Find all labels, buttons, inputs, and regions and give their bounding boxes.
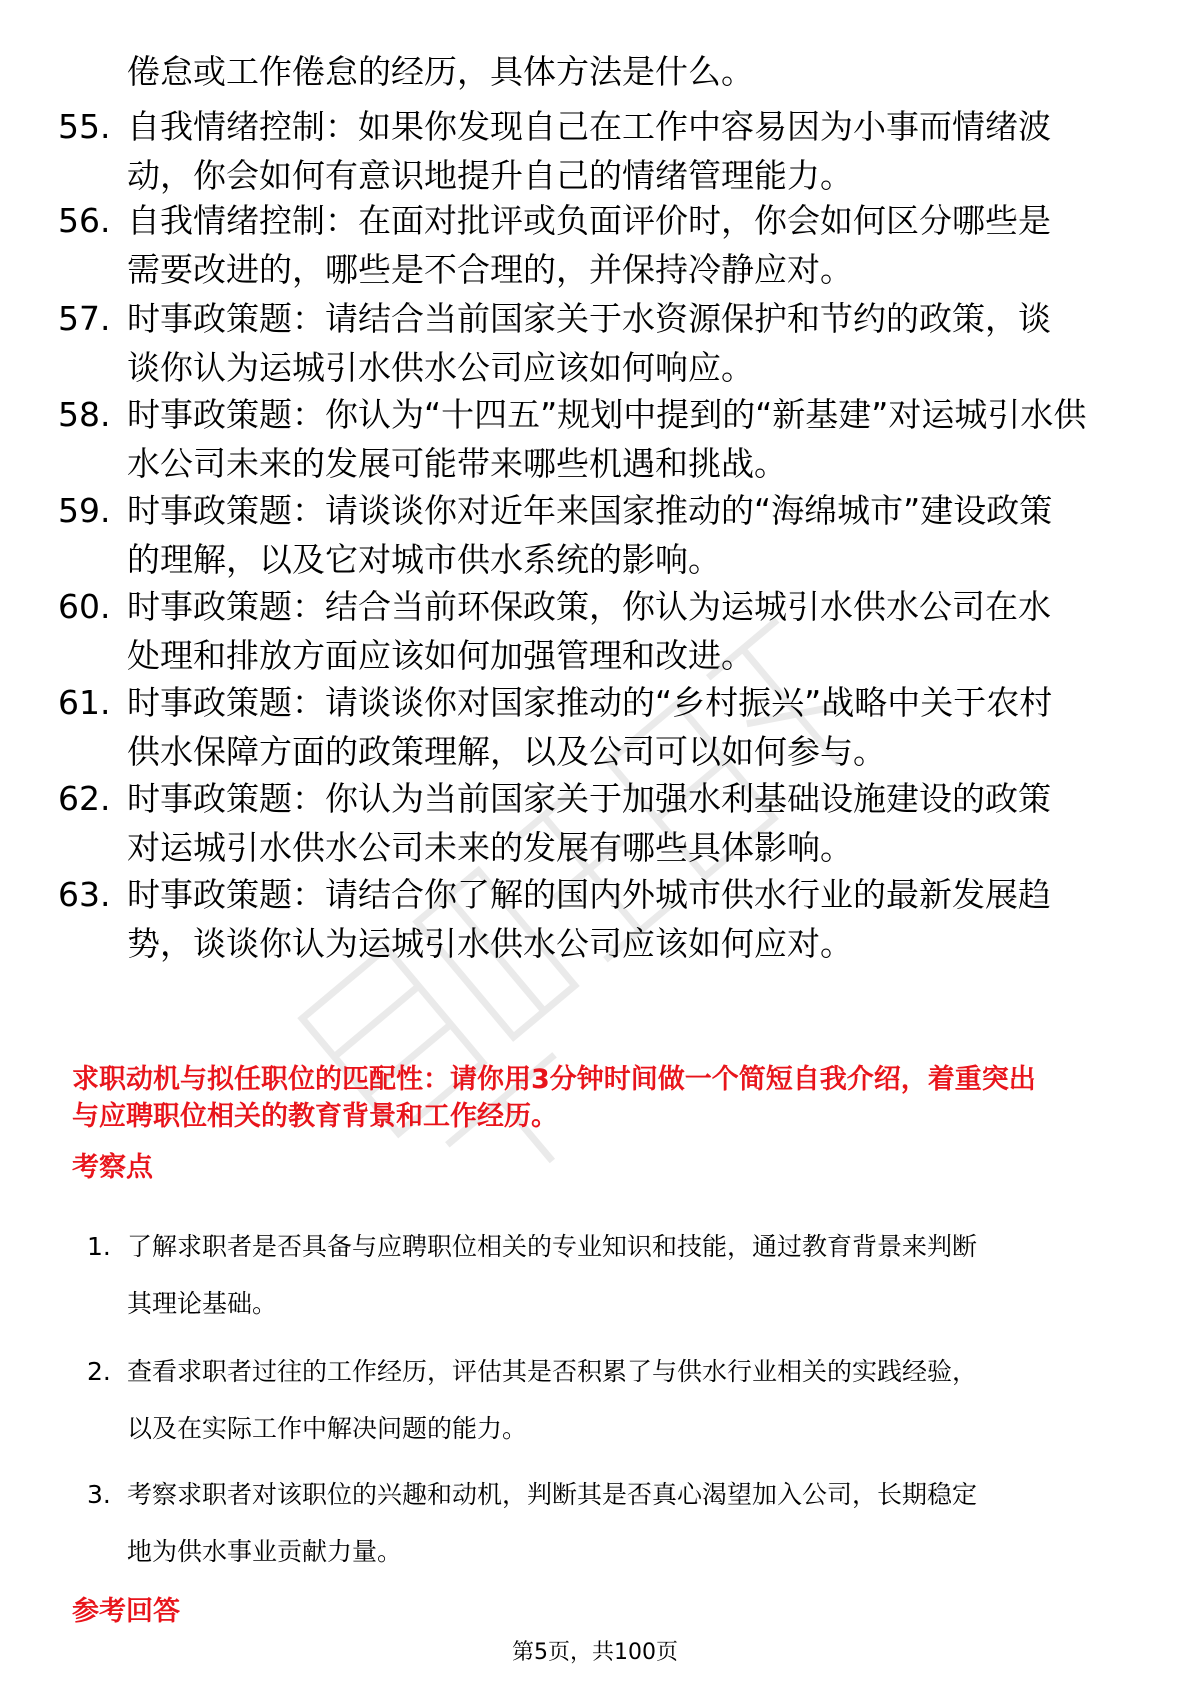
point-line: 考察求职者对该职位的兴趣和动机，判断其是否真心渴望加入公司，长期稳定 [127, 1480, 978, 1509]
highlight-question-line: 求职动机与拟任职位的匹配性：请你用3分钟时间做一个简短自我介绍，着重突出 [72, 1064, 1036, 1095]
point-line: 以及在实际工作中解决问题的能力。 [127, 1414, 528, 1443]
points-heading: 考察点 [72, 1152, 153, 1183]
question-text [127, 870, 1147, 968]
question-line: 时事政策题：请结合当前国家关于水资源保护和节约的政策，谈 [127, 299, 1051, 338]
question-line: 自我情绪控制：如果你发现自己在工作中容易因为小事而情绪波 [127, 107, 1051, 146]
question-number: 57. [58, 299, 111, 338]
question-line: 供水保障方面的政策理解，以及公司可以如何参与。 [127, 732, 886, 771]
question-line: 时事政策题：请谈谈你对近年来国家推动的“海绵城市”建设政策 [127, 491, 1053, 530]
question-line: 时事政策题：结合当前环保政策，你认为运城引水供水公司在水 [127, 587, 1051, 626]
question-line: 时事政策题：请结合你了解的国内外城市供水行业的最新发展趋 [127, 875, 1051, 914]
highlight-question [72, 1061, 1132, 1135]
question-line: 对运城引水供水公司未来的发展有哪些具体影响。 [127, 828, 853, 867]
question-line: 时事政策题：你认为“十四五”规划中提到的“新基建”对运城引水供 [127, 395, 1087, 434]
question-line: 自我情绪控制：在面对批评或负面评价时，你会如何区分哪些是 [127, 201, 1051, 240]
question-line: 时事政策题：请谈谈你对国家推动的“乡村振兴”战略中关于农村 [127, 683, 1053, 722]
question-line: 需要改进的，哪些是不合理的，并保持冷静应对。 [127, 250, 853, 289]
point-text [127, 1466, 1147, 1580]
question-text [127, 294, 1147, 392]
question-number: 62. [58, 779, 111, 818]
question-line: 的理解，以及它对城市供水系统的影响。 [127, 540, 721, 579]
point-number: 2. [87, 1357, 111, 1386]
point-text [127, 1218, 1147, 1332]
question-line: 势，谈谈你认为运城引水供水公司应该如何应对。 [127, 924, 853, 963]
question-line: 谈你认为运城引水供水公司应该如何响应。 [127, 348, 754, 387]
question-number: 63. [58, 875, 111, 914]
point-number: 1. [87, 1232, 111, 1261]
question-number: 56. [58, 201, 111, 240]
question-text [127, 102, 1147, 200]
question-line: 处理和排放方面应该如何加强管理和改进。 [127, 636, 754, 675]
continued-question-text: 倦怠或工作倦怠的经历，具体方法是什么。 [127, 52, 754, 91]
question-text [127, 774, 1147, 872]
highlight-question-line: 与应聘职位相关的教育背景和工作经历。 [72, 1101, 558, 1132]
question-text [127, 390, 1147, 488]
question-line: 时事政策题：你认为当前国家关于加强水利基础设施建设的政策 [127, 779, 1051, 818]
question-number: 60. [58, 587, 111, 626]
page-footer: 第5页，共100页 [512, 1640, 678, 1665]
question-line: 动，你会如何有意识地提升自己的情绪管理能力。 [127, 156, 853, 195]
question-number: 55. [58, 107, 111, 146]
answer-heading: 参考回答 [72, 1596, 180, 1627]
point-number: 3. [87, 1480, 111, 1509]
point-line: 查看求职者过往的工作经历，评估其是否积累了与供水行业相关的实践经验， [127, 1357, 978, 1386]
question-number: 58. [58, 395, 111, 434]
question-number: 59. [58, 491, 111, 530]
point-text [127, 1343, 1147, 1457]
question-text [127, 582, 1147, 680]
question-text [127, 196, 1147, 294]
question-number: 61. [58, 683, 111, 722]
point-line: 其理论基础。 [127, 1289, 278, 1318]
question-line: 水公司未来的发展可能带来哪些机遇和挑战。 [127, 444, 787, 483]
question-text [127, 678, 1147, 776]
question-text [127, 486, 1147, 584]
point-line: 了解求职者是否具备与应聘职位相关的专业知识和技能，通过教育背景来判断 [127, 1232, 978, 1261]
point-line: 地为供水事业贡献力量。 [127, 1537, 403, 1566]
